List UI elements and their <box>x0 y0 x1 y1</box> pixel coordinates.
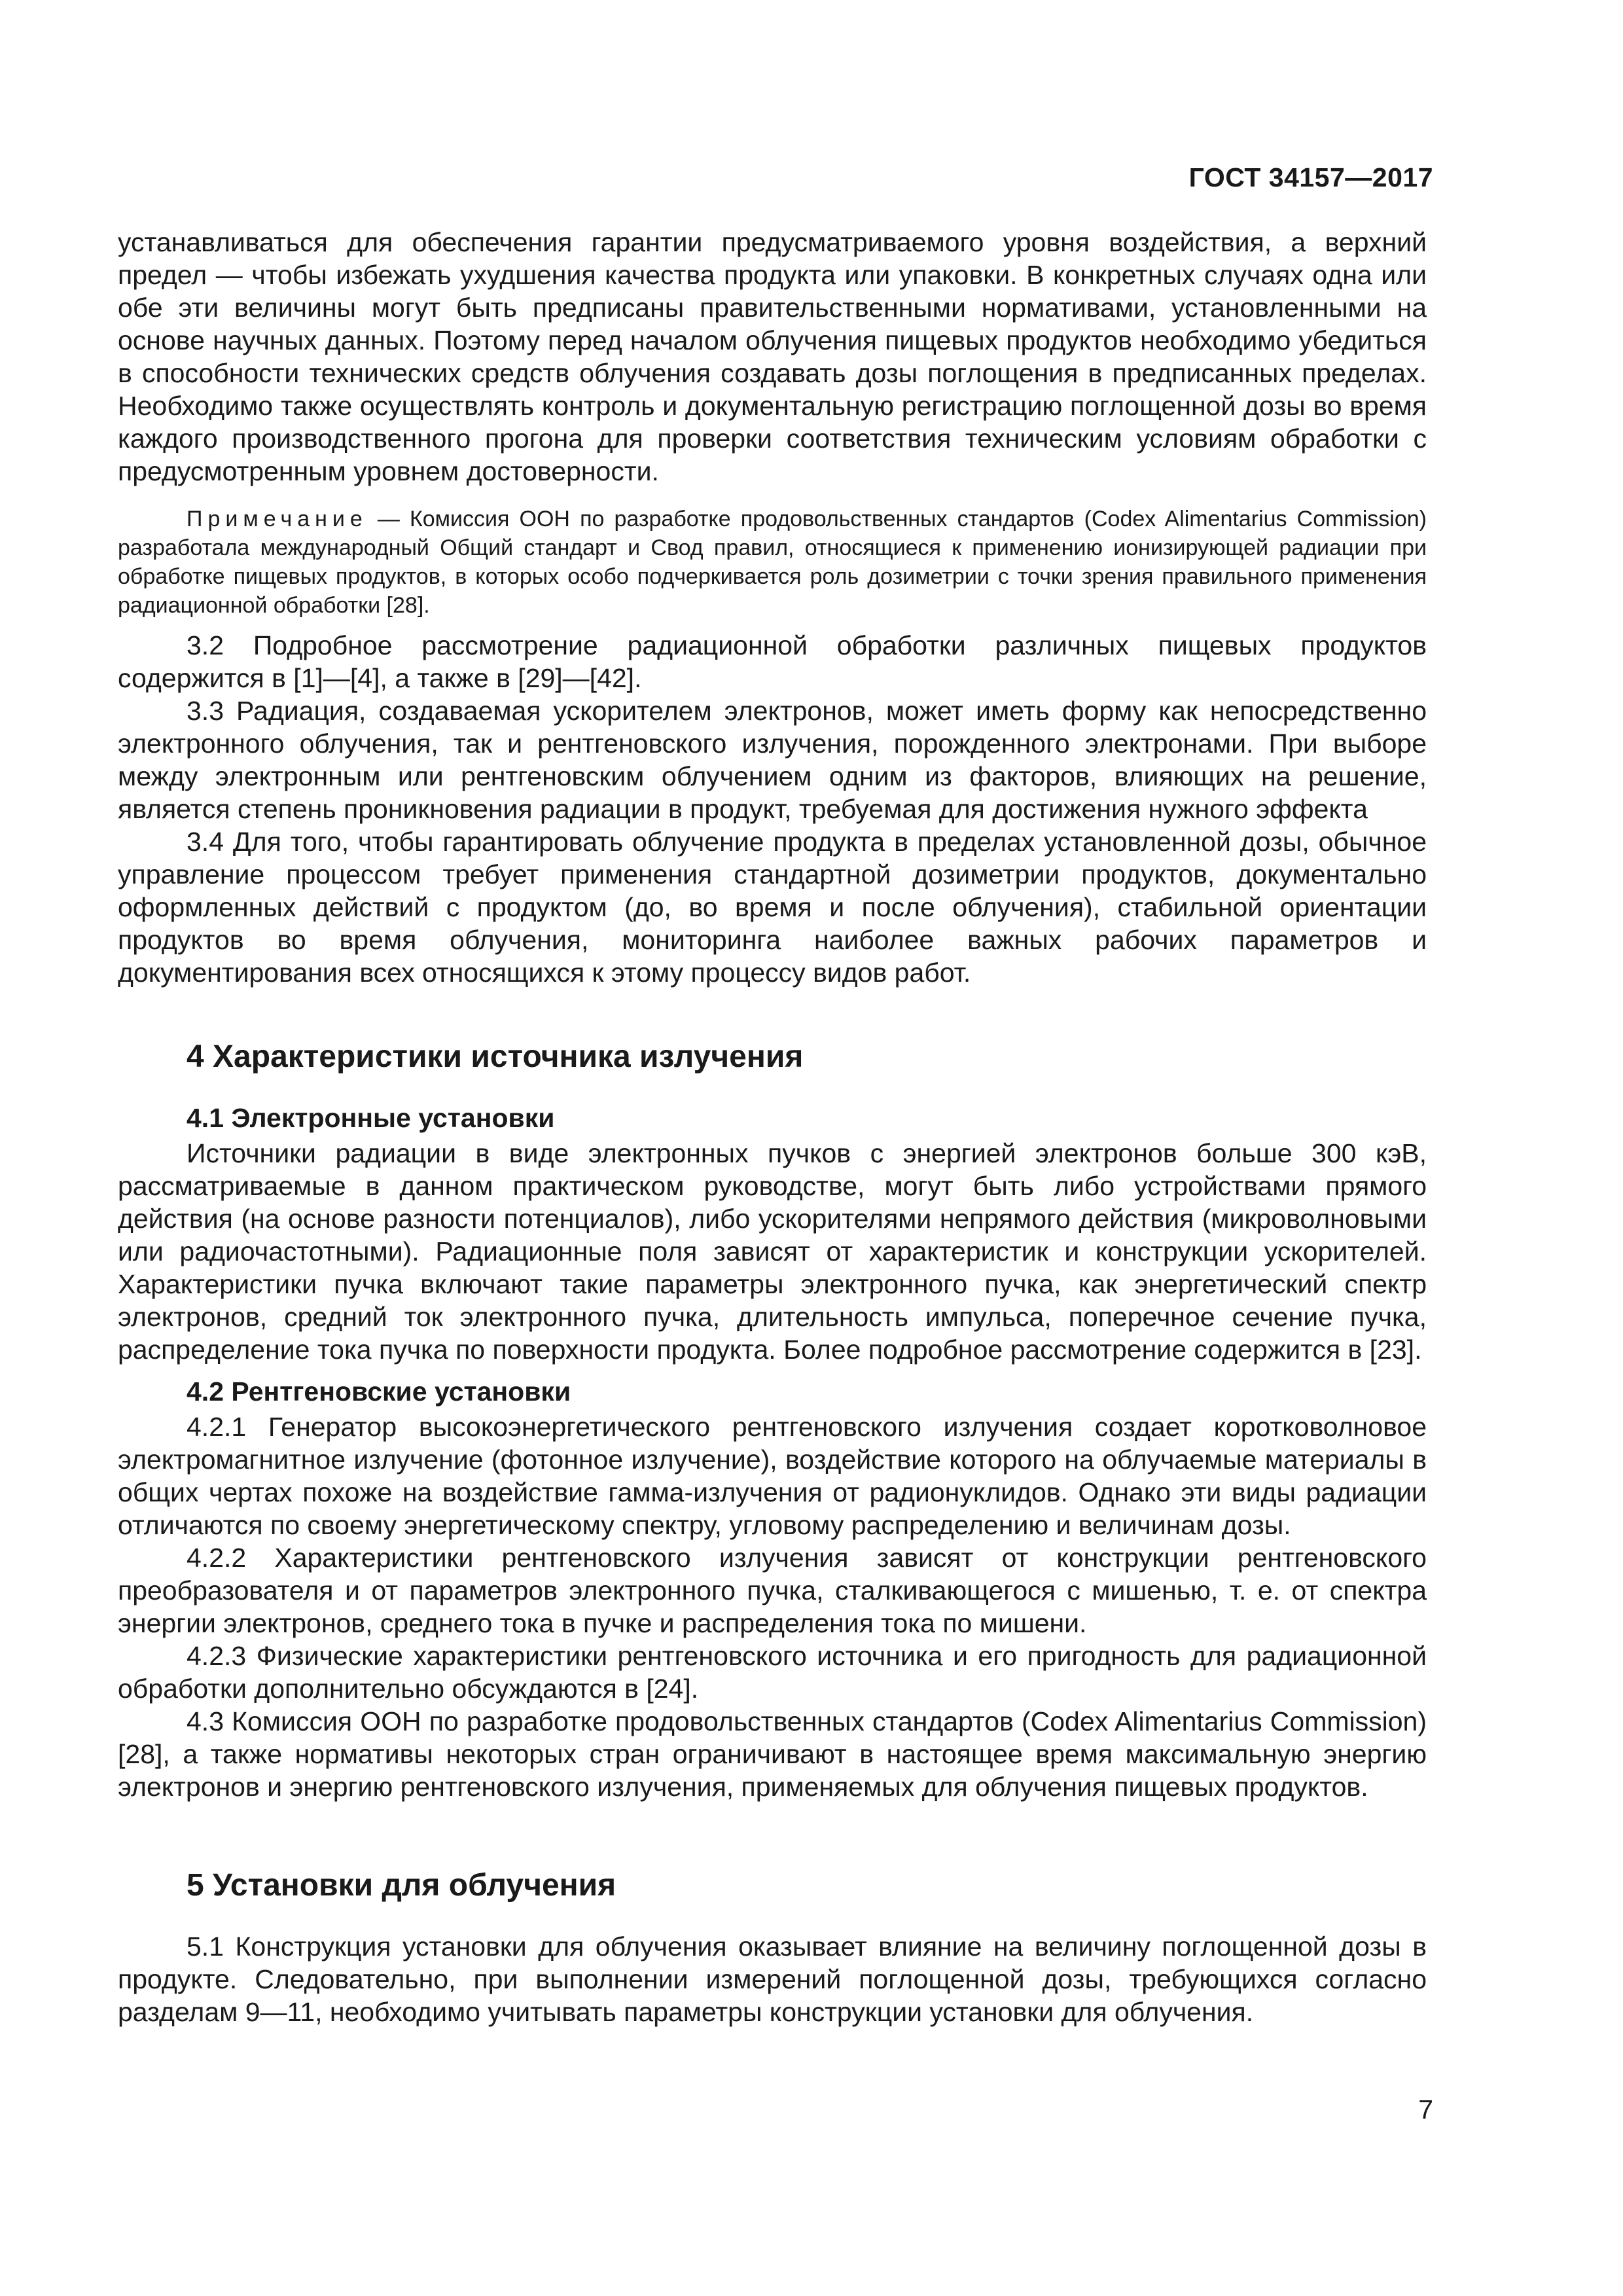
paragraph-3-2: 3.2 Подробное рассмотрение радиационной обработки различных пищевых продуктов содержится в [1]—[4], а также в [29]—[42]. <box>118 630 1427 693</box>
subsection-heading-4-1: 4.1 Электронные установки <box>187 1103 555 1133</box>
paragraph-3-4: 3.4 Для того, чтобы гарантировать облучение продукта в пределах установленной дозы, обычное управление процессом требует применения стандартной дозиметрии продуктов, документально оформленных действий с продуктом (до, во время и после облучения), стабильной ориентации продуктов во время облучения, мониторинга наиболее важных рабочих параметров и документирования всех относящихся к этому процессу видов работ. <box>118 827 1427 988</box>
page-number: 7 <box>1418 2094 1433 2125</box>
section-heading-5: 5 Установки для облучения <box>187 1868 616 1903</box>
section-heading-4: 4 Характеристики источника излучения <box>187 1039 804 1074</box>
note-text: — Комиссия ООН по разработке продовольственных стандартов (Codex Alimentarius Commission) разработала международный Общий стандарт и Свод правил, относящиеся к применению ионизирующей радиации при обработке пищевых продуктов, в которых особо подчеркивается роль дозиметрии с точки зрения правильного применения радиационной обработки [28]. <box>118 507 1427 618</box>
paragraph-4-2-2: 4.2.2 Характеристики рентгеновского излучения зависят от конструкции рентгеновского преобразователя и от параметров электронного пучка, сталкивающегося с мишенью, т. е. от спектра энергии электронов, среднего тока в пучке и распределения тока по мишени. <box>118 1543 1427 1638</box>
note-paragraph <box>118 505 1427 620</box>
paragraph-5-1: 5.1 Конструкция установки для облучения оказывает влияние на величину поглощенной дозы в продукте. Следовательно, при выполнении измерений поглощенной дозы, требующихся согласно разделам 9—11, необходимо учитывать параметры конструкции установки для облучения. <box>118 1931 1427 2027</box>
subsection-heading-4-2: 4.2 Рентгеновские установки <box>187 1376 571 1407</box>
note-label: Примечание <box>187 507 368 531</box>
paragraph-4-1: Источники радиации в виде электронных пучков с энергией электронов больше 300 кэВ, рассматриваемые в данном практическом руководстве, могут быть либо устройствами прямого действия (на основе разности потенциалов), либо ускорителями непрямого действия (микроволновыми или радиочастотными). Радиационные поля зависят от характеристик и конструкции ускорителей. Характеристики пучка включают такие параметры электронного пучка, как энергетический спектр электронов, средний ток электронного пучка, длительность импульса, поперечное сечение пучка, распределение тока пучка по поверхности продукта. Более подробное рассмотрение содержится в [23]. <box>118 1138 1427 1365</box>
paragraph-4-2-1: 4.2.1 Генератор высокоэнергетического рентгеновского излучения создает коротковолновое электромагнитное излучение (фотонное излучение), воздействие которого на облучаемые материалы в общих чертах похоже на воздействие гамма-излучения от радионуклидов. Однако эти виды радиации отличаются по своему энергетическому спектру, угловому распределению и величинам дозы. <box>118 1412 1427 1540</box>
page-body <box>118 226 1427 2028</box>
paragraph-3-3: 3.3 Радиация, создаваемая ускорителем электронов, может иметь форму как непосредственно электронного облучения, так и рентгеновского излучения, порожденного электронами. При выборе между электронным или рентгеновским облучением одним из факторов, влияющих на решение, является степень проникновения радиации в продукт, требуемая для достижения нужного эффекта <box>118 696 1427 824</box>
paragraph-intro: устанавливаться для обеспечения гарантии предусматриваемого уровня воздействия, а верхний предел — чтобы избежать ухудшения качества продукта или упаковки. В конкретных случаях одна или обе эти величины могут быть предписаны правительственными нормативами, установленными на основе научных данных. Поэтому перед началом облучения пищевых продуктов необходимо убедиться в способности технических средств облучения создавать дозы поглощения в предписанных пределах. Необходимо также осуществлять контроль и документальную регистрацию поглощенной дозы во время каждого производственного прогона для проверки соответствия техническим условиям обработки с предусмотренным уровнем достоверности. <box>118 227 1427 486</box>
paragraph-4-3: 4.3 Комиссия ООН по разработке продовольственных стандартов (Codex Alimentarius Commission) [28], а также нормативы некоторых стран ограничивают в настоящее время максимальную энергию электронов и энергию рентгеновского излучения, применяемых для облучения пищевых продуктов. <box>118 1706 1427 1802</box>
paragraph-4-2-3: 4.2.3 Физические характеристики рентгеновского источника и его пригодность для радиационной обработки дополнительно обсуждаются в [24]. <box>118 1641 1427 1704</box>
document-code: ГОСТ 34157—2017 <box>1188 162 1433 192</box>
